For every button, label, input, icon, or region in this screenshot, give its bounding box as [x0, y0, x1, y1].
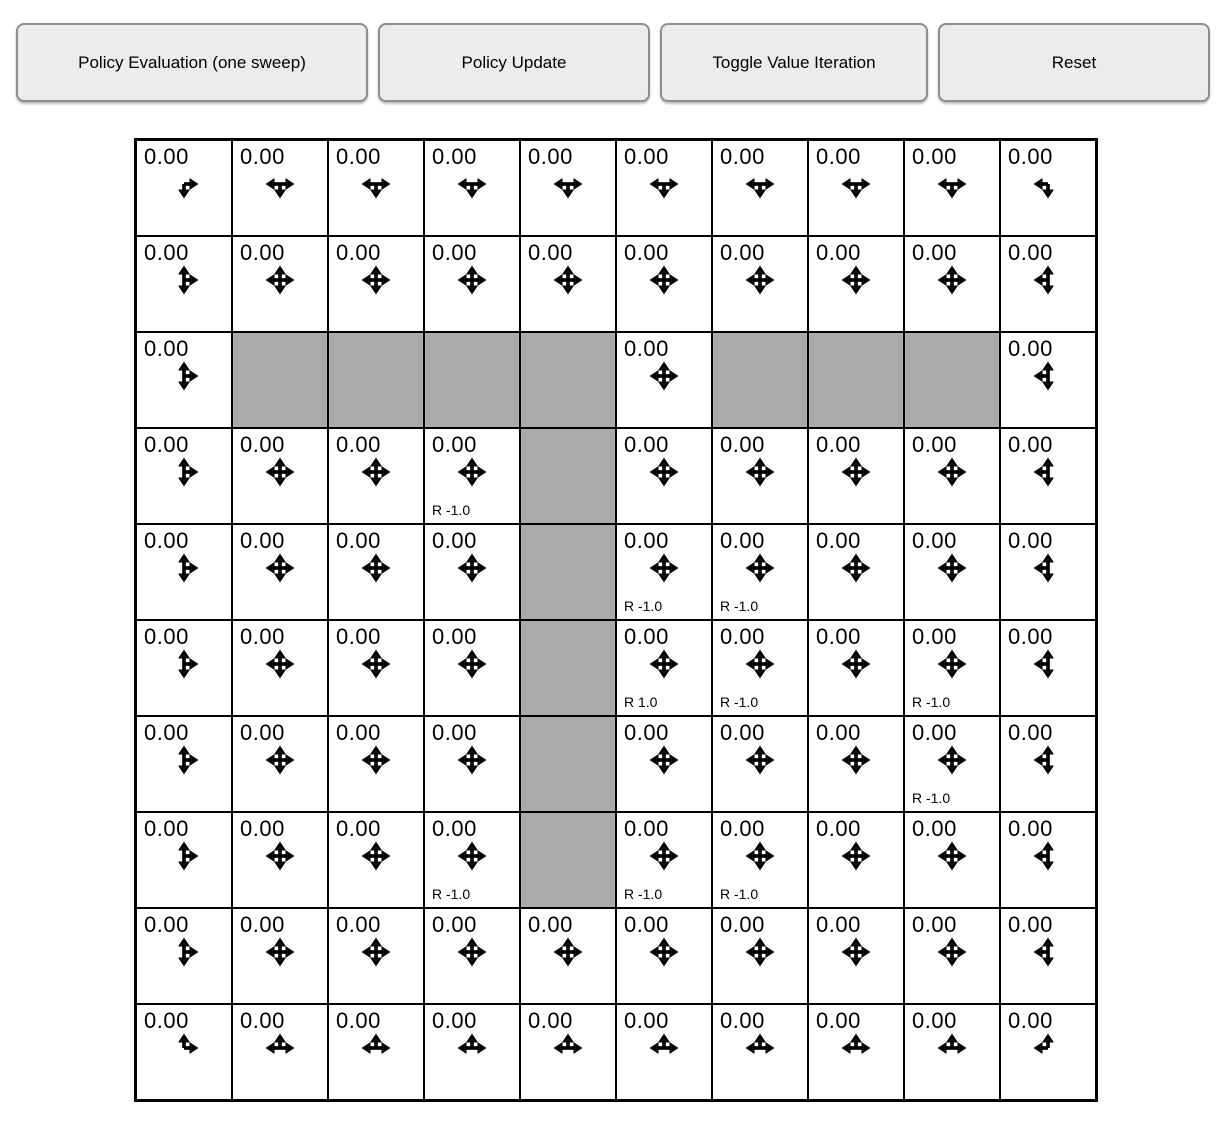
grid-cell-7-5[interactable]	[617, 813, 711, 907]
policy-arrows-icon	[455, 167, 489, 201]
grid-cell-8-9[interactable]	[1001, 909, 1095, 1003]
grid-cell-0-6[interactable]	[713, 141, 807, 235]
state-value: 0.00	[336, 816, 381, 841]
state-value: 0.00	[144, 432, 189, 457]
policy-arrows-icon	[647, 263, 681, 297]
grid-cell-5-7[interactable]	[809, 621, 903, 715]
reward-label: R -1.0	[912, 694, 951, 710]
state-value: 0.00	[624, 1008, 669, 1033]
state-value: 0.00	[624, 816, 669, 841]
state-value: 0.00	[240, 144, 285, 169]
policy-arrows-icon	[359, 551, 393, 585]
state-value: 0.00	[240, 912, 285, 937]
grid-cell-7-8[interactable]	[905, 813, 999, 907]
state-value: 0.00	[1008, 432, 1053, 457]
policy-arrows-icon	[455, 551, 489, 585]
policy-arrows-icon	[359, 263, 393, 297]
state-value: 0.00	[816, 912, 861, 937]
state-value: 0.00	[720, 1008, 765, 1033]
state-value: 0.00	[432, 240, 477, 265]
policy-arrows-icon	[647, 935, 681, 969]
policy-arrows-icon	[167, 167, 201, 201]
grid-cell-0-8[interactable]	[905, 141, 999, 235]
state-value: 0.00	[912, 144, 957, 169]
grid-cell-4-9[interactable]	[1001, 525, 1095, 619]
state-value: 0.00	[720, 624, 765, 649]
grid-cell-9-6[interactable]	[713, 1005, 807, 1099]
grid-cell-6-3[interactable]	[425, 717, 519, 811]
grid-cell-9-5[interactable]	[617, 1005, 711, 1099]
state-value: 0.00	[240, 1008, 285, 1033]
reward-label: R -1.0	[624, 598, 663, 614]
policy-arrows-icon	[647, 167, 681, 201]
state-value: 0.00	[144, 624, 189, 649]
policy-evaluation-button[interactable]: Policy Evaluation (one sweep)	[16, 23, 368, 102]
policy-arrows-icon	[935, 935, 969, 969]
policy-arrows-icon	[1031, 263, 1065, 297]
grid-cell-8-0[interactable]	[137, 909, 231, 1003]
grid-cell-1-1[interactable]	[233, 237, 327, 331]
grid-cell-1-9[interactable]	[1001, 237, 1095, 331]
state-value: 0.00	[816, 432, 861, 457]
state-value: 0.00	[912, 624, 957, 649]
policy-arrows-icon	[839, 839, 873, 873]
grid-cell-1-3[interactable]	[425, 237, 519, 331]
grid-cell-5-5[interactable]	[617, 621, 711, 715]
state-value: 0.00	[336, 720, 381, 745]
state-value: 0.00	[336, 624, 381, 649]
state-value: 0.00	[240, 720, 285, 745]
state-value: 0.00	[1008, 720, 1053, 745]
state-value: 0.00	[240, 624, 285, 649]
policy-arrows-icon	[263, 743, 297, 777]
state-value: 0.00	[144, 528, 189, 553]
state-value: 0.00	[912, 720, 957, 745]
policy-arrows-icon	[455, 647, 489, 681]
state-value: 0.00	[624, 720, 669, 745]
policy-arrows-icon	[935, 455, 969, 489]
state-value: 0.00	[624, 432, 669, 457]
grid-cell-5-0[interactable]	[137, 621, 231, 715]
state-value: 0.00	[144, 336, 189, 361]
state-value: 0.00	[624, 912, 669, 937]
grid-cell-4-1[interactable]	[233, 525, 327, 619]
grid-cell-2-9[interactable]	[1001, 333, 1095, 427]
state-value: 0.00	[336, 528, 381, 553]
gridworld-grid	[134, 138, 1098, 1102]
grid-cell-8-3[interactable]	[425, 909, 519, 1003]
grid-cell-5-2[interactable]	[329, 621, 423, 715]
policy-arrows-icon	[743, 167, 777, 201]
grid-cell-0-0[interactable]	[137, 141, 231, 235]
policy-arrows-icon	[935, 263, 969, 297]
state-value: 0.00	[816, 528, 861, 553]
state-value: 0.00	[528, 240, 573, 265]
policy-arrows-icon	[167, 551, 201, 585]
toolbar	[0, 0, 1232, 102]
grid-cell-5-6[interactable]	[713, 621, 807, 715]
grid-cell-9-0[interactable]	[137, 1005, 231, 1099]
state-value: 0.00	[144, 720, 189, 745]
state-value: 0.00	[816, 1008, 861, 1033]
state-value: 0.00	[1008, 336, 1053, 361]
grid-cell-4-6[interactable]	[713, 525, 807, 619]
state-value: 0.00	[240, 816, 285, 841]
state-value: 0.00	[720, 432, 765, 457]
grid-cell-3-1[interactable]	[233, 429, 327, 523]
state-value: 0.00	[1008, 816, 1053, 841]
state-value: 0.00	[816, 144, 861, 169]
policy-arrows-icon	[359, 935, 393, 969]
grid-cell-1-4[interactable]	[521, 237, 615, 331]
policy-arrows-icon	[743, 647, 777, 681]
state-value: 0.00	[624, 624, 669, 649]
wall-cell-2-1	[233, 333, 327, 427]
state-value: 0.00	[720, 912, 765, 937]
policy-arrows-icon	[167, 359, 201, 393]
policy-arrows-icon	[743, 1031, 777, 1065]
state-value: 0.00	[432, 816, 477, 841]
state-value: 0.00	[816, 816, 861, 841]
state-value: 0.00	[912, 528, 957, 553]
grid-cell-5-1[interactable]	[233, 621, 327, 715]
reward-label: R -1.0	[720, 886, 759, 902]
state-value: 0.00	[912, 1008, 957, 1033]
state-value: 0.00	[336, 1008, 381, 1033]
policy-arrows-icon	[647, 551, 681, 585]
state-value: 0.00	[624, 528, 669, 553]
grid-cell-1-7[interactable]	[809, 237, 903, 331]
grid-cell-0-2[interactable]	[329, 141, 423, 235]
policy-arrows-icon	[1031, 647, 1065, 681]
grid-cell-8-4[interactable]	[521, 909, 615, 1003]
grid-cell-3-2[interactable]	[329, 429, 423, 523]
policy-arrows-icon	[263, 455, 297, 489]
policy-arrows-icon	[1031, 167, 1065, 201]
grid-cell-9-8[interactable]	[905, 1005, 999, 1099]
reward-label: R -1.0	[624, 886, 663, 902]
wall-cell-2-4	[521, 333, 615, 427]
policy-arrows-icon	[167, 647, 201, 681]
state-value: 0.00	[144, 1008, 189, 1033]
state-value: 0.00	[816, 720, 861, 745]
grid-cell-9-4[interactable]	[521, 1005, 615, 1099]
grid-cell-6-9[interactable]	[1001, 717, 1095, 811]
wall-cell-6-4	[521, 717, 615, 811]
wall-cell-4-4	[521, 525, 615, 619]
policy-arrows-icon	[359, 839, 393, 873]
policy-arrows-icon	[167, 263, 201, 297]
state-value: 0.00	[912, 816, 957, 841]
grid-cell-0-7[interactable]	[809, 141, 903, 235]
state-value: 0.00	[432, 912, 477, 937]
policy-arrows-icon	[743, 839, 777, 873]
state-value: 0.00	[624, 240, 669, 265]
policy-arrows-icon	[1031, 743, 1065, 777]
grid-cell-7-6[interactable]	[713, 813, 807, 907]
grid-cell-6-0[interactable]	[137, 717, 231, 811]
policy-arrows-icon	[263, 263, 297, 297]
policy-arrows-icon	[743, 455, 777, 489]
grid-cell-8-5[interactable]	[617, 909, 711, 1003]
grid-cell-6-1[interactable]	[233, 717, 327, 811]
reward-label: R 1.0	[624, 694, 658, 710]
policy-arrows-icon	[1031, 1031, 1065, 1065]
policy-arrows-icon	[935, 647, 969, 681]
state-value: 0.00	[432, 528, 477, 553]
state-value: 0.00	[240, 240, 285, 265]
grid-cell-5-3[interactable]	[425, 621, 519, 715]
policy-arrows-icon	[455, 839, 489, 873]
policy-arrows-icon	[455, 935, 489, 969]
grid-cell-4-3[interactable]	[425, 525, 519, 619]
policy-arrows-icon	[935, 1031, 969, 1065]
policy-arrows-icon	[455, 263, 489, 297]
state-value: 0.00	[144, 912, 189, 937]
grid-cell-9-1[interactable]	[233, 1005, 327, 1099]
grid-cell-5-8[interactable]	[905, 621, 999, 715]
policy-arrows-icon	[359, 455, 393, 489]
grid-cell-8-2[interactable]	[329, 909, 423, 1003]
grid-cell-9-7[interactable]	[809, 1005, 903, 1099]
reward-label: R -1.0	[432, 502, 471, 518]
policy-arrows-icon	[263, 1031, 297, 1065]
state-value: 0.00	[720, 240, 765, 265]
grid-cell-8-1[interactable]	[233, 909, 327, 1003]
policy-arrows-icon	[167, 455, 201, 489]
policy-arrows-icon	[263, 167, 297, 201]
policy-arrows-icon	[647, 359, 681, 393]
policy-arrows-icon	[839, 263, 873, 297]
policy-arrows-icon	[743, 743, 777, 777]
state-value: 0.00	[1008, 624, 1053, 649]
policy-arrows-icon	[167, 839, 201, 873]
policy-arrows-icon	[551, 263, 585, 297]
state-value: 0.00	[528, 1008, 573, 1033]
grid-cell-7-7[interactable]	[809, 813, 903, 907]
grid-cell-3-5[interactable]	[617, 429, 711, 523]
grid-cell-8-6[interactable]	[713, 909, 807, 1003]
grid-cell-7-1[interactable]	[233, 813, 327, 907]
grid-cell-7-9[interactable]	[1001, 813, 1095, 907]
policy-arrows-icon	[839, 743, 873, 777]
policy-arrows-icon	[263, 647, 297, 681]
policy-arrows-icon	[359, 1031, 393, 1065]
grid-cell-7-3[interactable]	[425, 813, 519, 907]
state-value: 0.00	[912, 912, 957, 937]
wall-cell-2-7	[809, 333, 903, 427]
grid-cell-5-9[interactable]	[1001, 621, 1095, 715]
grid-cell-9-3[interactable]	[425, 1005, 519, 1099]
grid-cell-4-2[interactable]	[329, 525, 423, 619]
policy-arrows-icon	[359, 167, 393, 201]
state-value: 0.00	[144, 816, 189, 841]
grid-cell-4-5[interactable]	[617, 525, 711, 619]
grid-cell-7-0[interactable]	[137, 813, 231, 907]
grid-cell-1-2[interactable]	[329, 237, 423, 331]
grid-cell-0-4[interactable]	[521, 141, 615, 235]
state-value: 0.00	[336, 240, 381, 265]
state-value: 0.00	[720, 720, 765, 745]
state-value: 0.00	[1008, 144, 1053, 169]
grid-cell-3-0[interactable]	[137, 429, 231, 523]
policy-arrows-icon	[167, 935, 201, 969]
reward-label: R -1.0	[432, 886, 471, 902]
grid-cell-0-5[interactable]	[617, 141, 711, 235]
policy-arrows-icon	[647, 455, 681, 489]
policy-arrows-icon	[1031, 455, 1065, 489]
state-value: 0.00	[336, 144, 381, 169]
grid-cell-3-3[interactable]	[425, 429, 519, 523]
policy-arrows-icon	[935, 167, 969, 201]
policy-arrows-icon	[167, 743, 201, 777]
state-value: 0.00	[528, 912, 573, 937]
policy-arrows-icon	[455, 743, 489, 777]
reward-label: R -1.0	[720, 598, 759, 614]
state-value: 0.00	[336, 912, 381, 937]
policy-arrows-icon	[1031, 839, 1065, 873]
grid-cell-2-0[interactable]	[137, 333, 231, 427]
policy-arrows-icon	[263, 551, 297, 585]
state-value: 0.00	[432, 624, 477, 649]
state-value: 0.00	[912, 240, 957, 265]
wall-cell-7-4	[521, 813, 615, 907]
state-value: 0.00	[432, 144, 477, 169]
grid-cell-0-1[interactable]	[233, 141, 327, 235]
state-value: 0.00	[432, 720, 477, 745]
state-value: 0.00	[336, 432, 381, 457]
policy-arrows-icon	[551, 935, 585, 969]
policy-arrows-icon	[839, 167, 873, 201]
grid-cell-3-6[interactable]	[713, 429, 807, 523]
wall-cell-2-3	[425, 333, 519, 427]
grid-cell-4-8[interactable]	[905, 525, 999, 619]
policy-arrows-icon	[839, 1031, 873, 1065]
grid-cell-6-8[interactable]	[905, 717, 999, 811]
grid-cell-1-5[interactable]	[617, 237, 711, 331]
policy-arrows-icon	[743, 551, 777, 585]
policy-arrows-icon	[1031, 551, 1065, 585]
policy-arrows-icon	[263, 935, 297, 969]
state-value: 0.00	[432, 1008, 477, 1033]
state-value: 0.00	[144, 144, 189, 169]
policy-arrows-icon	[743, 935, 777, 969]
state-value: 0.00	[720, 144, 765, 169]
state-value: 0.00	[1008, 912, 1053, 937]
wall-cell-2-6	[713, 333, 807, 427]
policy-arrows-icon	[647, 647, 681, 681]
policy-arrows-icon	[1031, 359, 1065, 393]
state-value: 0.00	[1008, 1008, 1053, 1033]
grid-cell-7-2[interactable]	[329, 813, 423, 907]
grid-cell-9-2[interactable]	[329, 1005, 423, 1099]
grid-cell-2-5[interactable]	[617, 333, 711, 427]
grid-cell-6-2[interactable]	[329, 717, 423, 811]
policy-arrows-icon	[551, 1031, 585, 1065]
grid-cell-6-7[interactable]	[809, 717, 903, 811]
policy-arrows-icon	[455, 1031, 489, 1065]
policy-arrows-icon	[935, 551, 969, 585]
policy-arrows-icon	[551, 167, 585, 201]
policy-arrows-icon	[647, 743, 681, 777]
policy-arrows-icon	[935, 839, 969, 873]
policy-arrows-icon	[839, 551, 873, 585]
policy-arrows-icon	[839, 455, 873, 489]
grid-cell-9-9[interactable]	[1001, 1005, 1095, 1099]
wall-cell-2-2	[329, 333, 423, 427]
state-value: 0.00	[720, 816, 765, 841]
policy-arrows-icon	[743, 263, 777, 297]
policy-arrows-icon	[263, 839, 297, 873]
grid-cell-0-9[interactable]	[1001, 141, 1095, 235]
reward-label: R -1.0	[912, 790, 951, 806]
grid-cell-3-7[interactable]	[809, 429, 903, 523]
grid-cell-4-0[interactable]	[137, 525, 231, 619]
state-value: 0.00	[816, 240, 861, 265]
state-value: 0.00	[1008, 528, 1053, 553]
grid-cell-6-5[interactable]	[617, 717, 711, 811]
state-value: 0.00	[240, 432, 285, 457]
policy-arrows-icon	[839, 935, 873, 969]
policy-arrows-icon	[359, 743, 393, 777]
grid-cell-8-8[interactable]	[905, 909, 999, 1003]
policy-arrows-icon	[935, 743, 969, 777]
wall-cell-3-4	[521, 429, 615, 523]
state-value: 0.00	[240, 528, 285, 553]
wall-cell-2-8	[905, 333, 999, 427]
grid-cell-1-0[interactable]	[137, 237, 231, 331]
reward-label: R -1.0	[720, 694, 759, 710]
grid-cell-3-8[interactable]	[905, 429, 999, 523]
grid-cell-8-7[interactable]	[809, 909, 903, 1003]
wall-cell-5-4	[521, 621, 615, 715]
state-value: 0.00	[624, 144, 669, 169]
policy-arrows-icon	[647, 839, 681, 873]
grid-cell-0-3[interactable]	[425, 141, 519, 235]
policy-arrows-icon	[1031, 935, 1065, 969]
state-value: 0.00	[432, 432, 477, 457]
grid-cell-1-8[interactable]	[905, 237, 999, 331]
state-value: 0.00	[144, 240, 189, 265]
state-value: 0.00	[912, 432, 957, 457]
policy-arrows-icon	[839, 647, 873, 681]
policy-arrows-icon	[647, 1031, 681, 1065]
grid-cell-4-7[interactable]	[809, 525, 903, 619]
toggle-value-iteration-button[interactable]: Toggle Value Iteration	[660, 23, 928, 102]
state-value: 0.00	[1008, 240, 1053, 265]
policy-update-button[interactable]: Policy Update	[378, 23, 650, 102]
grid-cell-6-6[interactable]	[713, 717, 807, 811]
grid-cell-1-6[interactable]	[713, 237, 807, 331]
policy-arrows-icon	[167, 1031, 201, 1065]
grid-cell-3-9[interactable]	[1001, 429, 1095, 523]
reset-button[interactable]: Reset	[938, 23, 1210, 102]
state-value: 0.00	[720, 528, 765, 553]
policy-arrows-icon	[455, 455, 489, 489]
state-value: 0.00	[624, 336, 669, 361]
state-value: 0.00	[528, 144, 573, 169]
state-value: 0.00	[816, 624, 861, 649]
policy-arrows-icon	[359, 647, 393, 681]
